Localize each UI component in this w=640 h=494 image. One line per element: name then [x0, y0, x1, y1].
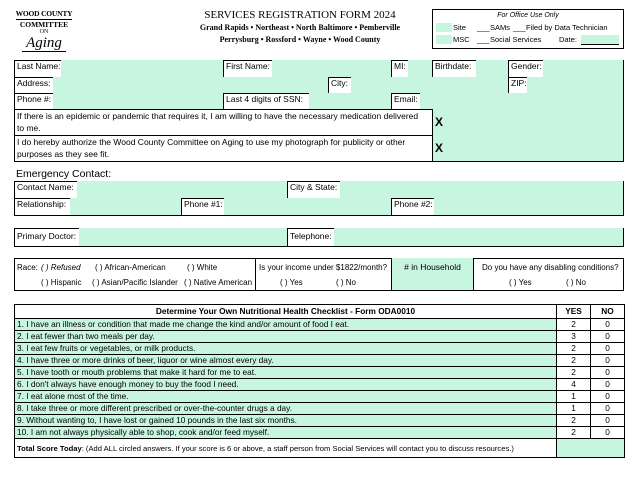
relationship-field[interactable]: [70, 198, 181, 215]
date-label: Date:: [559, 35, 577, 44]
city-label: City:: [331, 78, 348, 88]
logo-line-3: ON: [39, 29, 49, 35]
checklist-item: 8. I take three or more different prescribed or over-the-counter drugs a day.: [15, 403, 557, 415]
first-name-label: First Name:: [226, 61, 270, 71]
city-field[interactable]: [351, 77, 508, 93]
site-checkbox[interactable]: [436, 23, 452, 32]
date-field[interactable]: [581, 35, 619, 45]
race-hispanic-option[interactable]: ( ) Hispanic: [41, 278, 82, 287]
phone-label: Phone #:: [17, 94, 52, 104]
gender-label: Gender:: [511, 61, 542, 71]
yes-header: YES: [557, 305, 591, 319]
epidemic-x: X: [435, 115, 444, 129]
checklist-item: 2. I eat fewer than two meals per day.: [15, 331, 557, 343]
phone2-field[interactable]: [434, 198, 623, 215]
no-score[interactable]: 0: [591, 331, 625, 343]
phone2-label: Phone #2:: [394, 199, 433, 209]
epidemic-consent-mark[interactable]: [433, 109, 623, 135]
logo-line-1: WOOD COUNTY: [15, 9, 73, 18]
disability-yes-option[interactable]: ( ) Yes: [509, 278, 532, 287]
msc-checkbox[interactable]: [436, 35, 452, 44]
race-native-american-option[interactable]: ( ) Native American: [184, 278, 253, 287]
table-row: [15, 391, 625, 403]
address-field[interactable]: [53, 77, 328, 93]
city-state-label: City & State:: [290, 182, 338, 192]
checklist-item: 10. I am not always physically able to shop, cook and/or feed myself.: [15, 427, 557, 439]
no-score[interactable]: 0: [591, 319, 625, 331]
yes-score[interactable]: 2: [557, 355, 591, 367]
checklist-item: 3. I eat few fruits or vegetables, or milk products.: [15, 343, 557, 355]
address-row: [14, 77, 624, 93]
phone1-label: Phone #1:: [184, 199, 223, 209]
checklist-item: 6. I don't always have enough money to buy the food I need.: [15, 379, 557, 391]
yes-score[interactable]: 2: [557, 343, 591, 355]
zip-field[interactable]: [527, 77, 623, 93]
checklist-item: 5. I have tooth or mouth problems that make it hard for me to eat.: [15, 367, 557, 379]
table-row: [15, 403, 625, 415]
relationship-row: [14, 198, 624, 215]
logo-line-4: Aging: [26, 35, 62, 51]
office-use-box: [432, 9, 624, 49]
form-header: [170, 9, 430, 46]
mi-label: MI:: [394, 61, 406, 71]
demographics-row: [14, 258, 624, 290]
nutrition-checklist: [14, 304, 625, 458]
birthdate-field[interactable]: [476, 60, 508, 77]
city-state-field[interactable]: [340, 181, 623, 198]
social-blank: ___: [477, 35, 490, 44]
race-white-option[interactable]: ( ) White: [187, 263, 218, 272]
yes-score[interactable]: 2: [557, 319, 591, 331]
epidemic-consent-text: If there is an epidemic or pandemic that requires it, I am willing to have the necessary medication delivered to me.: [17, 111, 419, 133]
table-row: [15, 427, 625, 439]
contact-name-label: Contact Name:: [17, 182, 74, 192]
yes-score[interactable]: 3: [557, 331, 591, 343]
race-asian-option[interactable]: ( ) Asian/Pacific Islander: [92, 278, 178, 287]
table-row: [15, 331, 625, 343]
total-score-row: [15, 439, 625, 458]
filed-label: Filed by Data Technician: [526, 23, 608, 32]
emergency-heading: Emergency Contact:: [16, 168, 112, 180]
mi-field[interactable]: [408, 60, 432, 77]
form-title: SERVICES REGISTRATION FORM 2024: [204, 9, 396, 21]
checklist-item: 4. I have three or more drinks of beer, liquor or wine almost every day.: [15, 355, 557, 367]
photo-consent-text: I do hereby authorize the Wood County Committee on Aging to use my photograph for publicity or other purposes as they see fit.: [17, 137, 406, 159]
photo-x: X: [435, 141, 444, 155]
contact-row: [14, 181, 624, 198]
doctor-row: [14, 228, 624, 246]
sams-blank: ___: [477, 23, 490, 32]
ssn-field[interactable]: [309, 93, 391, 109]
address-label: Address:: [17, 78, 51, 88]
total-score-text: [15, 439, 557, 458]
table-row: [15, 319, 625, 331]
telephone-label: Telephone:: [290, 231, 332, 241]
no-score[interactable]: 0: [591, 391, 625, 403]
epidemic-row: [14, 109, 624, 135]
last-name-label: Last Name:: [17, 61, 61, 71]
name-row: [14, 60, 624, 77]
table-row: [15, 355, 625, 367]
checklist-item: 1. I have an illness or condition that made me change the kind and/or amount of food I eat.: [15, 319, 557, 331]
email-field[interactable]: [420, 93, 623, 109]
income-question: Is your income under $1822/month?: [259, 263, 388, 272]
site-label: Site: [453, 23, 466, 32]
zip-label: ZIP:: [511, 78, 527, 88]
household-label: # in Household: [404, 262, 461, 272]
filed-blank: ___: [513, 23, 526, 32]
checklist-item: 9. Without wanting to, I have lost or gained 10 pounds in the last six months.: [15, 415, 557, 427]
phone-row: [14, 93, 624, 109]
social-label: Social Services: [490, 35, 542, 44]
locations-line-2: Perrysburg • Rossford • Wayne • Wood County: [219, 35, 381, 44]
total-score-note: : (Add ALL circled answers. If your score is 6 or above, a staff person from Social Services will contact you to discuss resources.): [81, 443, 514, 453]
sams-label: SAMs: [490, 23, 511, 32]
telephone-field[interactable]: [334, 228, 623, 246]
logo: [14, 10, 74, 62]
yes-score[interactable]: 1: [557, 391, 591, 403]
income-yes-option[interactable]: ( ) Yes: [280, 278, 303, 287]
disability-question: Do you have any disabling conditions?: [482, 263, 619, 272]
phone-field[interactable]: [53, 93, 223, 109]
yes-score[interactable]: 2: [557, 427, 591, 439]
checklist-title: Determine Your Own Nutritional Health Checklist - Form ODA0010: [15, 305, 557, 319]
photo-row: [14, 135, 624, 161]
yes-score[interactable]: 2: [557, 367, 591, 379]
no-score[interactable]: 0: [591, 367, 625, 379]
logo-line-2: COMMITTEE: [19, 20, 69, 29]
no-score[interactable]: 0: [591, 355, 625, 367]
primary-doctor-label: Primary Doctor:: [17, 231, 77, 241]
msc-label: MSC: [453, 35, 470, 44]
last-name-field[interactable]: [61, 60, 223, 77]
photo-consent-mark[interactable]: [433, 135, 623, 161]
total-score-label: Total Score Today: [17, 443, 82, 453]
ssn-label: Last 4 digits of SSN:: [226, 94, 304, 104]
no-score[interactable]: 0: [591, 427, 625, 439]
relationship-label: Relationship:: [17, 199, 67, 209]
no-header: NO: [591, 305, 625, 319]
no-score[interactable]: 0: [591, 403, 625, 415]
table-row: [15, 415, 625, 427]
race-label: Race:: [17, 263, 38, 272]
household-field[interactable]: [394, 273, 471, 288]
disability-no-option[interactable]: ( ) No: [566, 278, 586, 287]
yes-score[interactable]: 2: [557, 415, 591, 427]
email-label: Email:: [394, 94, 418, 104]
yes-score[interactable]: 1: [557, 403, 591, 415]
yes-score[interactable]: 4: [557, 379, 591, 391]
total-score-field[interactable]: [557, 439, 625, 458]
checklist-item: 7. I eat alone most of the time.: [15, 391, 557, 403]
no-score[interactable]: 0: [591, 343, 625, 355]
office-use-title: For Office Use Only: [497, 12, 559, 19]
first-name-field[interactable]: [272, 60, 391, 77]
race-refused-option[interactable]: ( ) Refused: [41, 263, 81, 272]
no-score[interactable]: 0: [591, 415, 625, 427]
table-row: [15, 367, 625, 379]
birthdate-label: Birthdate:: [435, 61, 472, 71]
primary-doctor-field[interactable]: [79, 228, 287, 246]
table-row: [15, 343, 625, 355]
table-row: [15, 379, 625, 391]
gender-field[interactable]: [543, 60, 623, 77]
income-no-option[interactable]: ( ) No: [336, 278, 356, 287]
race-african-american-option[interactable]: ( ) African-American: [95, 263, 166, 272]
no-score[interactable]: 0: [591, 379, 625, 391]
phone1-field[interactable]: [224, 198, 391, 215]
contact-name-field[interactable]: [77, 181, 287, 198]
locations-line-1: Grand Rapids • Northeast • North Baltimore • Pemberville: [199, 23, 401, 32]
